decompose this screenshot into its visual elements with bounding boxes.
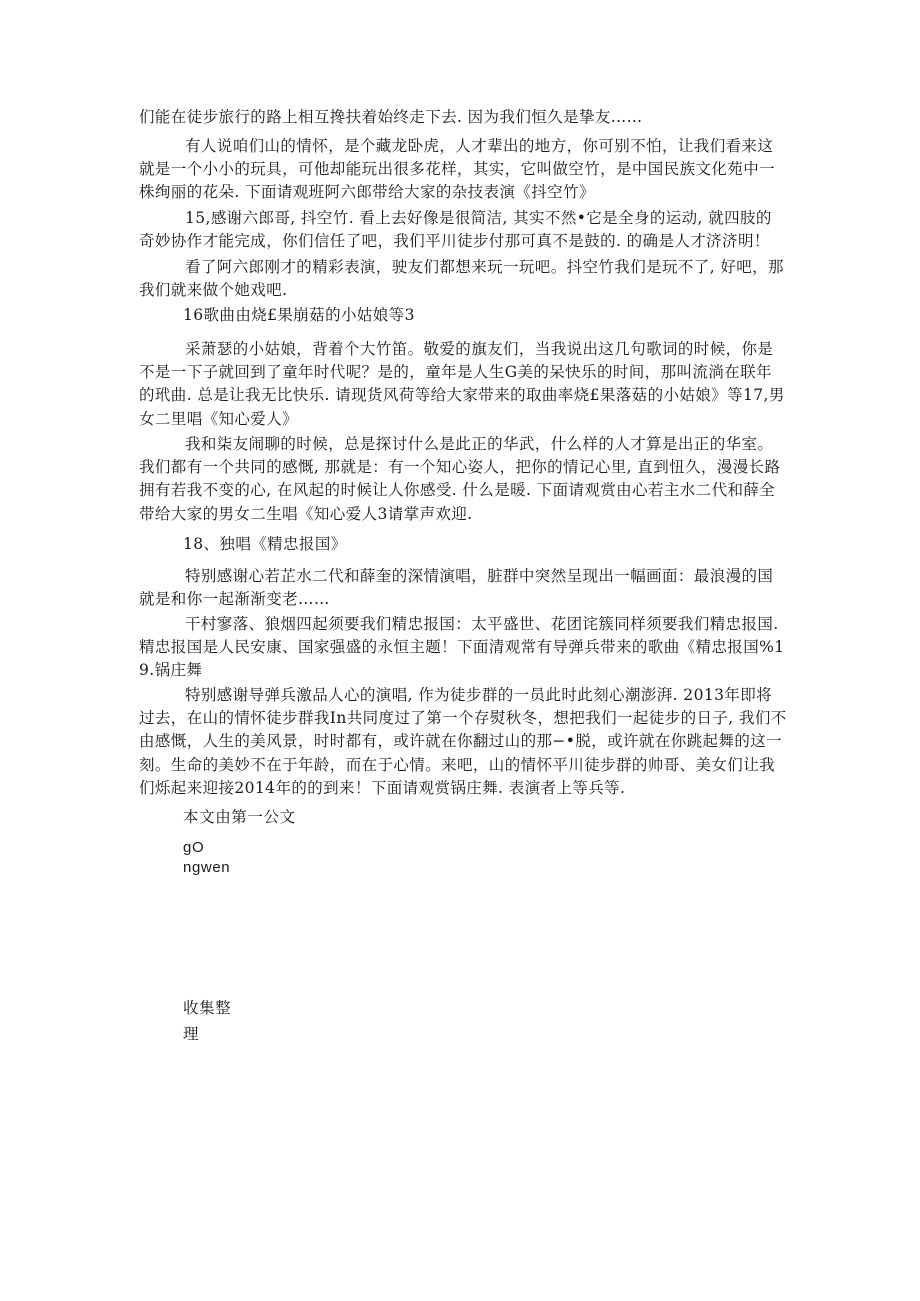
paragraph-5: 采萧瑟的小姑娘，背着个大竹笛。敬爱的旗友们，当我说出这几句歌词的时候，你是不是一下子就回到了童年时代呢？是的，童年是人生G美的呆快乐的时间，那叫流淌在联年的玳曲. 总是让我无比快乐. 请现货风荷等给大家带来的取曲率烧£果落菇的小姑娘》等17,男女二里唱《知心爱人》 (139, 340, 785, 428)
paragraph-9: 特别感谢导弹兵激品人心的演唱, 作为徒步群的一员此时此刻心潮澎湃. 2013年即将过去，在山的情怀徒步群我In共同度过了第一个存熨秋冬，想把我们一起徒步的日子, 我们不由感慨，人生的美风景，时时都有，或许就在你翻过山的那−•脱，或许就在你跳起舞的这一刻。生命的美妙不在于年龄，而在于心情。来吧，山的情怀平川徒步群的帅哥、美女们让我们烁起来迎接2014年的的到来！下面请观赏锅庄舞. 表演者上等兵等. (139, 686, 787, 797)
paragraph-7: 特别感谢心若芷水二代和薛奎的深情演唱，脏群中突然呈现出一幅画面：最浪漫的国就是和你一起渐渐变老…… (139, 567, 774, 609)
footer-source-text: 本文由第一公文 (183, 808, 296, 826)
paragraph-1: 们能在徒步旅行的路上相互搀扶着始终走下去. 因为我们恒久是挚友…… (139, 108, 643, 126)
footer-latin-line2: ngwen (183, 859, 231, 876)
footer-latin-line1: gO (183, 839, 205, 856)
paragraph-8: 干村寥落、狼烟四起须要我们精忠报国：太平盛世、花团诧簇同样须要我们精忠报国. 精忠报国是人民安康、国家强盛的永恒主题！下面清观常有导弹兵带来的歌曲《精忠报国%19.锅庄舞 (139, 615, 785, 680)
paragraph-2: 有人说咱们山的情怀，是个藏龙卧虎，人才辈出的地方，你可别不怕，让我们看来这就是一个小小的玩具，可他却能玩出很多花样，其实，它叫做空竹，是中国民族文化苑中一株绚丽的花朵. 下面请观班阿六郎带给大家的杂技表演《抖空竹》 (139, 137, 776, 202)
paragraph-4: 看了阿六郎刚才的精彩表演，驶友们都想来玩一玩吧。抖空竹我们是玩不了, 好吧，那我们就来做个她戏吧. (139, 258, 784, 300)
paragraph-3: 15,感谢六郎哥, 抖空竹. 看上去好像是很简洁, 其实不然•它是全身的运动, 就四肢的奇妙协作才能完成，你们信任了吧，我们平川徒步付那可真不是鼓的. 的确是人才济济明！ (139, 209, 772, 251)
paragraph-6: 我和柒友闹聊的时候，总是探讨什么是此正的华武，什么样的人才算是出正的华室。我们都有一个共同的感慨, 那就是：有一个知心姿人，把你的情记心里, 直到忸久，漫漫长路拥有若我不变的心, 在风起的时候让人你感受. 什么是暖. 下面请观赏由心若主水二代和薛全带给大家的男女二生唱《知心爱人3请掌声欢迎. (139, 435, 781, 523)
section-heading-18: 18、独唱《精忠报国》 (183, 535, 347, 553)
footer-collect-line2: 理 (183, 1025, 200, 1043)
footer-collect-line1: 收集整 (183, 999, 232, 1017)
section-heading-16: 16歌曲由烧£果崩菇的小姑娘等3 (183, 306, 415, 324)
